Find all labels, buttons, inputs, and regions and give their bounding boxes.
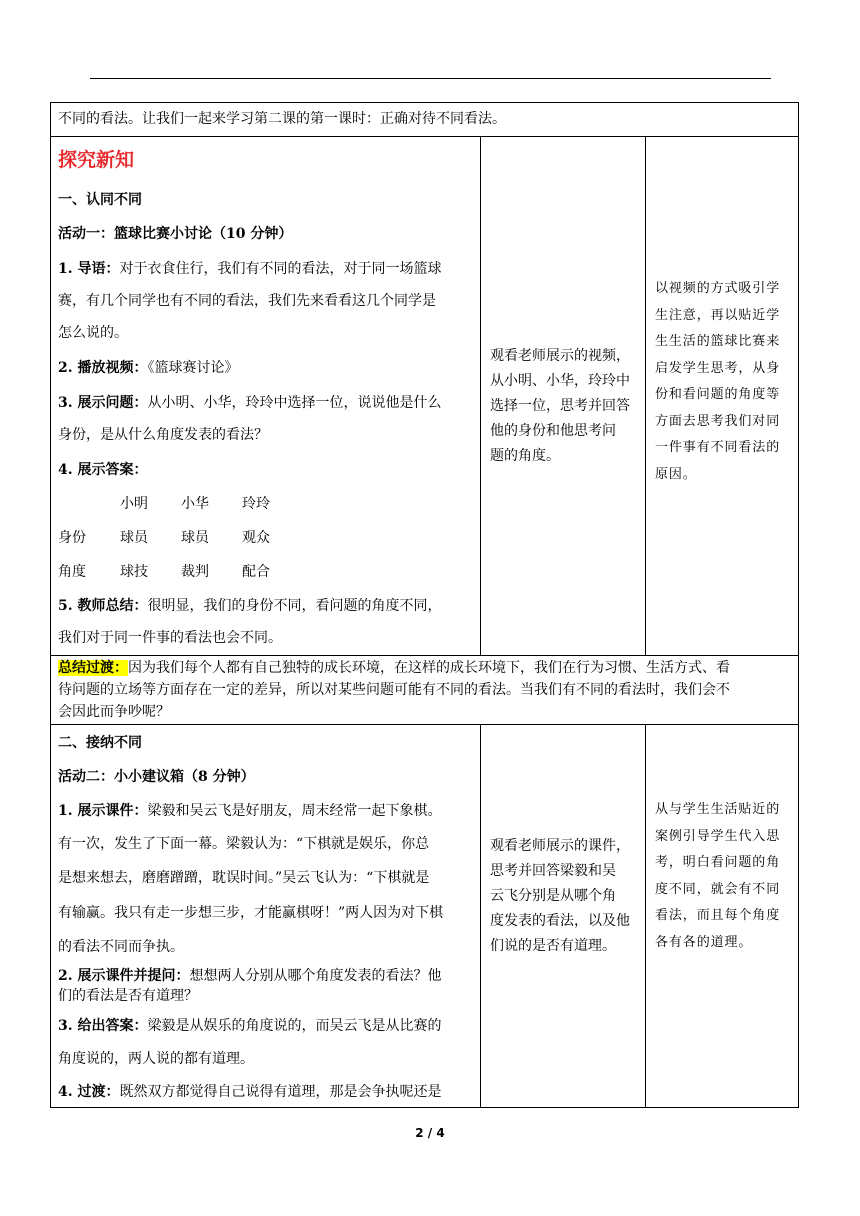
intro-text: 不同的看法。让我们一起来学习第二课的第一课时：正确对待不同看法。 (58, 111, 506, 127)
s2-p3-line: 梁毅是从娱乐的角度说的，而吴云飞是从比赛的 (147, 1018, 442, 1034)
s1-paragraph-3 (58, 393, 442, 413)
design-line: 从与学生生活贴近的 (655, 802, 781, 817)
s1-p5-line: 我们对于同一件事的看法也会不同。 (58, 630, 282, 646)
s1-p3-line: 从小明、小华，玲玲中选择一位，说说他是什么 (147, 395, 442, 411)
section1-subheading: 一、认同不同 (58, 192, 142, 208)
student-line: 们说的是否有道理。 (490, 938, 616, 954)
transition-line-1 (58, 658, 730, 678)
transition-label: 总结过渡： (58, 660, 128, 676)
s1-p1-line: 对于衣食住行，我们有不同的看法，对于同一场篮球 (119, 261, 442, 277)
row-divider (50, 655, 799, 656)
transition-line: 待问题的立场等方面存在一定的差异，所以对某些问题可能有不同的看法。当我们有不同的看法时，我们会不 (58, 682, 730, 698)
design-line: 生注意，再以贴近学 (655, 307, 781, 323)
column-divider (645, 136, 646, 655)
answer-row-label: 身份 (58, 530, 86, 546)
header-rule (90, 78, 771, 79)
design-line: 方面去思考我们对同 (655, 413, 781, 429)
s1-p1-line: 怎么说的。 (58, 325, 128, 341)
s2-p1-line: 有输赢。我只有走一步想三步，才能赢棋呀！”两人因为对下棋 (58, 905, 444, 921)
student-line: 度发表的看法，以及他 (490, 913, 630, 929)
design-line: 案例引导学生代入思 (655, 828, 781, 844)
column-divider (480, 136, 481, 655)
answer-header-cell: 小华 (181, 496, 209, 512)
s2-paragraph-4 (58, 1082, 442, 1102)
s1-paragraph-2 (58, 358, 239, 378)
s1-p5-line: 很明显，我们的身份不同，看问题的角度不同， (147, 598, 442, 614)
design-intent-2 (655, 797, 795, 956)
student-line: 云飞分别是从哪个角 (490, 888, 616, 904)
student-line: 题的角度。 (490, 448, 560, 464)
activity2-title: 活动二：小小建议箱（8 分钟） (58, 769, 255, 785)
s1-p2-text: 《篮球赛讨论》 (147, 360, 239, 376)
answer-cell: 球技 (120, 564, 148, 580)
design-line: 各有各的道理。 (655, 934, 753, 950)
row-divider (50, 724, 799, 725)
student-line: 从小明、小华，玲玲中 (490, 373, 630, 389)
column-divider (480, 724, 481, 1108)
design-line: 度不同，就会有不同 (655, 881, 781, 897)
page-number: 2 / 4 (415, 1126, 445, 1140)
student-line: 他的身份和他思考问 (490, 423, 616, 439)
s2-p3-line: 角度说的，两人说的都有道理。 (58, 1051, 254, 1067)
s1-p4-label: 4. 展示答案： (58, 462, 148, 478)
design-line: 启发学生思考，从身 (655, 360, 781, 376)
s2-p2-line: 们的看法是否有道理？ (58, 988, 198, 1004)
s1-paragraph-1 (58, 259, 442, 279)
s2-paragraph-3 (58, 1016, 442, 1036)
s1-p3-label: 3. 展示问题： (58, 395, 148, 411)
answer-cell: 配合 (242, 564, 270, 580)
student-line: 观看老师展示的视频， (490, 348, 630, 364)
section-heading: 探究新知 (58, 149, 135, 171)
answer-cell: 裁判 (181, 564, 209, 580)
design-line: 以视频的方式吸引学 (655, 281, 781, 296)
student-line: 选择一位，思考并回答 (490, 398, 630, 414)
answer-cell: 观众 (242, 530, 270, 546)
transition-line: 会因此而争吵呢？ (58, 704, 170, 720)
s1-p5-label: 5. 教师总结： (58, 598, 148, 614)
row-divider (50, 136, 799, 137)
s2-paragraph-2 (58, 966, 442, 986)
s2-p3-label: 3. 给出答案： (58, 1018, 148, 1034)
s2-p1-line: 的看法不同而争执。 (58, 939, 184, 955)
student-activity-2 (490, 834, 640, 959)
answer-cell: 球员 (120, 530, 148, 546)
answer-header-cell: 小明 (120, 496, 148, 512)
design-line: 看法，而且每个角度 (655, 908, 781, 923)
s2-p1-line: 有一次，发生了下面一幕。梁毅认为：“下棋就是娱乐，你总 (58, 836, 430, 852)
s1-p1-label: 1. 导语： (58, 261, 120, 277)
answer-cell: 球员 (181, 530, 209, 546)
answer-row-label: 角度 (58, 564, 86, 580)
student-activity-1 (490, 344, 640, 469)
section2-subheading: 二、接纳不同 (58, 735, 142, 751)
activity1-title: 活动一：篮球比赛小讨论（10 分钟） (58, 226, 293, 242)
s2-p1-line: 梁毅和吴云飞是好朋友，周末经常一起下象棋。 (147, 803, 442, 819)
s2-paragraph-1 (58, 801, 442, 821)
column-divider (645, 724, 646, 1108)
design-line: 原因。 (655, 466, 697, 482)
design-intent-1 (655, 276, 795, 488)
s1-p3-line: 身份，是从什么角度发表的看法？ (58, 427, 268, 443)
answer-header-cell: 玲玲 (242, 496, 270, 512)
design-line: 一件事有不同看法的 (655, 440, 781, 455)
transition-text: 因为我们每个人都有自己独特的成长环境，在这样的成长环境下，我们在行为习惯、生活方式、看 (128, 660, 730, 676)
s1-p1-line: 赛，有几个同学也有不同的看法，我们先来看看这几个同学是 (58, 293, 436, 309)
s2-p4-text: 既然双方都觉得自己说得有道理，那是会争执呢还是 (119, 1084, 442, 1100)
student-line: 观看老师展示的课件， (490, 838, 630, 854)
design-line: 生生活的篮球比赛来 (655, 334, 781, 349)
design-line: 份和看问题的角度等 (655, 387, 781, 402)
s1-p2-label: 2. 播放视频： (58, 360, 148, 376)
s2-p2-label: 2. 展示课件并提问： (58, 968, 190, 984)
s2-p1-label: 1. 展示课件： (58, 803, 148, 819)
s2-p2-line: 想想两人分别从哪个角度发表的看法？他 (189, 968, 442, 984)
s1-paragraph-5 (58, 596, 442, 616)
s2-p4-label: 4. 过渡： (58, 1084, 120, 1100)
student-line: 思考并回答梁毅和吴 (490, 863, 616, 879)
design-line: 考，明白看问题的角 (655, 855, 781, 870)
s2-p1-line: 是想来想去，磨磨蹭蹭，耽误时间。”吴云飞认为：“下棋就是 (58, 870, 430, 886)
